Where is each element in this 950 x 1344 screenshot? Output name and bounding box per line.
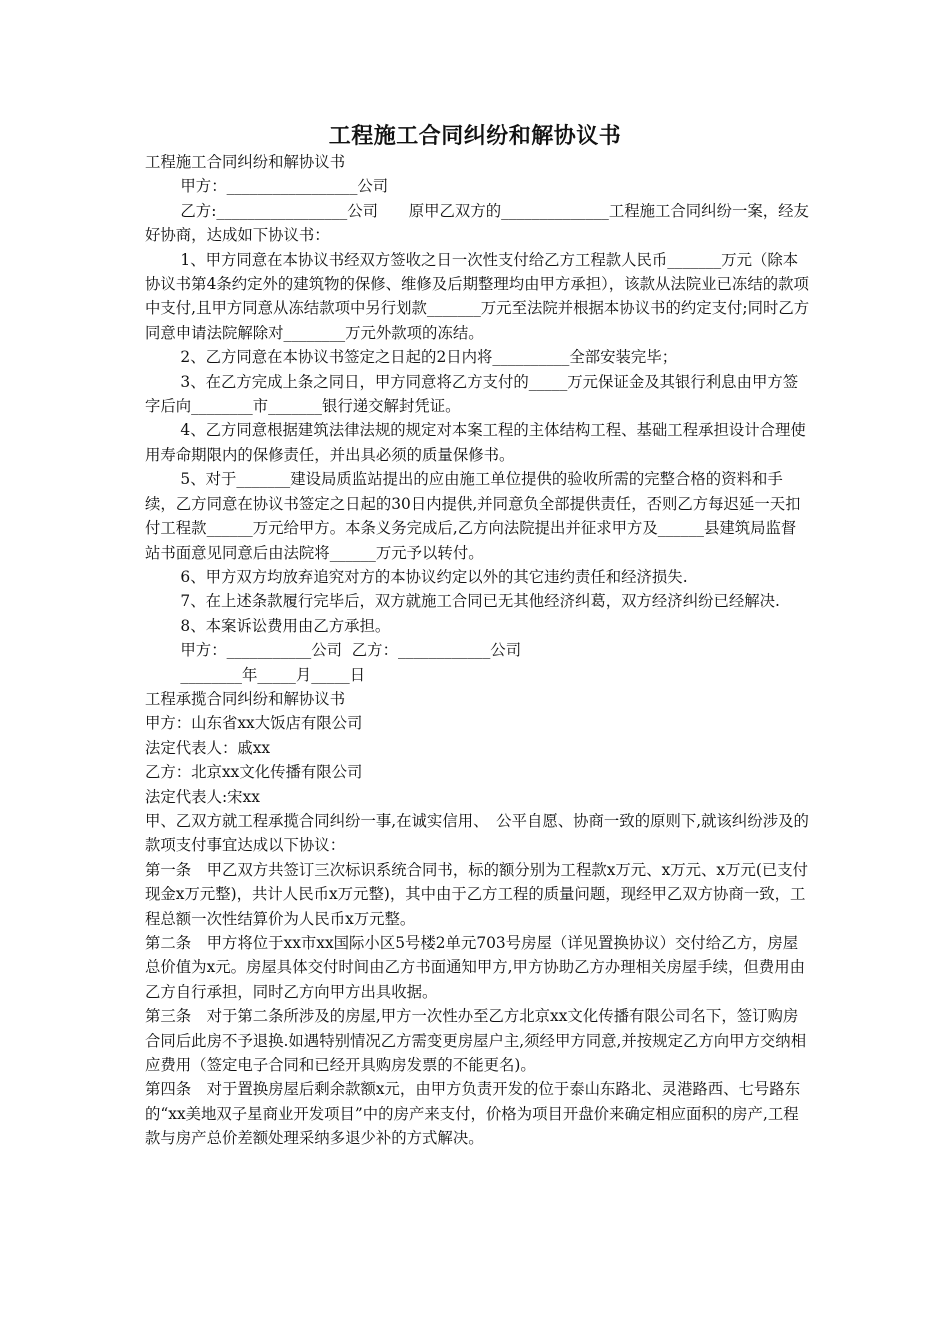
article-1: 第一条 甲乙双方共签订三次标识系统合同书，标的额分别为工程款x万元、x万元、x万元(已支付现金x万元整)，共计人民币x万元整)，其中由于乙方工程的质量问题，现经甲乙双方协商一致，工程总额一次性结算价为人民币x万元整。 (145, 860, 809, 928)
party-a-representative: 法定代表人：戚xx (145, 738, 271, 757)
document-body (145, 150, 810, 1151)
clause-5: 5、对于_______建设局质监站提出的应由施工单位提供的验收所需的完整合格的资料和手续，乙方同意在协议书签定之日起的30日内提供,并同意负全部提供责任，否则乙方每迟延一天扣付工程款______万元给甲方。本条义务完成后,乙方向法院提出并征求甲方及______县建筑局监督站书面意见同意后由法院将______万元予以转付。 (145, 470, 801, 562)
party-b-name: 乙方：北京xx文化传播有限公司 (145, 763, 363, 782)
clause-7: 7、在上述条款履行完毕后，双方就施工合同已无其他经济纠葛，双方经济纠纷已经解决. (180, 592, 780, 611)
article-2: 第二条 甲方将位于xx市xx国际小区5号楼2单元703号房屋（详见置换协议）交付给乙方，房屋总价值为x元。房屋具体交付时间由乙方书面通知甲方,甲方协助乙方办理相关房屋手续，但费用由乙方自行承担，同时乙方向甲方出具收据。 (145, 934, 805, 1001)
signature-line: 甲方：___________公司 乙方：____________公司 (180, 641, 522, 660)
party-a-line: 甲方：_________________公司 (180, 177, 389, 196)
party-b-representative: 法定代表人:宋xx (145, 787, 260, 806)
clause-8: 8、本案诉讼费用由乙方承担。 (180, 616, 391, 635)
article-4: 第四条 对于置换房屋后剩余款额x元，由甲方负责开发的位于泰山东路北、灵港路西、七号路东的“xx美地双子星商业开发项目”中的房产来支付，价格为项目开盘价来确定相应面积的房产,工程款与房产总价差额处理采纳多退少补的方式解决。 (145, 1080, 801, 1148)
clause-4: 4、乙方同意根据建筑法律法规的规定对本案工程的主体结构工程、基础工程承担设计合理使用寿命期限内的保修责任，并出具必须的质量保修书。 (145, 421, 806, 464)
document-title: 工程施工合同纠纷和解协议书 (328, 124, 622, 149)
agreement-intro: 甲、乙双方就工程承揽合同纠纷一事,在诚实信用、 公平自愿、协商一致的原则下,就该纠纷涉及的款项支付事宜达成以下协议： (145, 811, 809, 855)
article-3: 第三条 对于第二条所涉及的房屋,甲方一次性办至乙方北京xx文化传播有限公司名下，签订购房合同后此房不予退换.如遇特别情况乙方需变更房屋户主,须经甲方同意,并按规定乙方向甲方交纳相应费用（签定电子合同和已经开具购房发票的不能更名)。 (145, 1007, 807, 1075)
section-heading: 工程承揽合同纠纷和解协议书 (145, 689, 346, 708)
section-heading: 工程施工合同纠纷和解协议书 (145, 153, 346, 171)
date-line: ________年_____月_____日 (180, 665, 366, 684)
party-a-name: 甲方：山东省xx大饭店有限公司 (145, 714, 363, 733)
clause-1: 1、甲方同意在本协议书经双方签收之日一次性支付给乙方工程款人民币_______万元（除本协议书第4条约定外的建筑物的保修、维修及后期整理均由甲方承担），该款从法院业已冻结的款项中支付,且甲方同意从冻结款项中另行划款_______万元至法院并根据本协议书的约定支付;同时乙方同意申请法院解除对________万元外款项的冻结。 (145, 250, 810, 342)
clause-6: 6、甲方双方均放弃追究对方的本协议约定以外的其它违约责任和经济损失. (180, 567, 688, 586)
clause-2: 2、乙方同意在本协议书签定之日起的2日内将__________全部安装完毕； (180, 348, 678, 367)
party-b-line: 乙方:_________________公司 原甲乙双方的______________工程施工合同纠纷一案，经友好协商，达成如下协议书： (145, 201, 809, 245)
clause-3: 3、在乙方完成上条之同日，甲方同意将乙方支付的_____万元保证金及其银行利息由甲方签字后向________市_______银行递交解封凭证。 (145, 372, 799, 416)
